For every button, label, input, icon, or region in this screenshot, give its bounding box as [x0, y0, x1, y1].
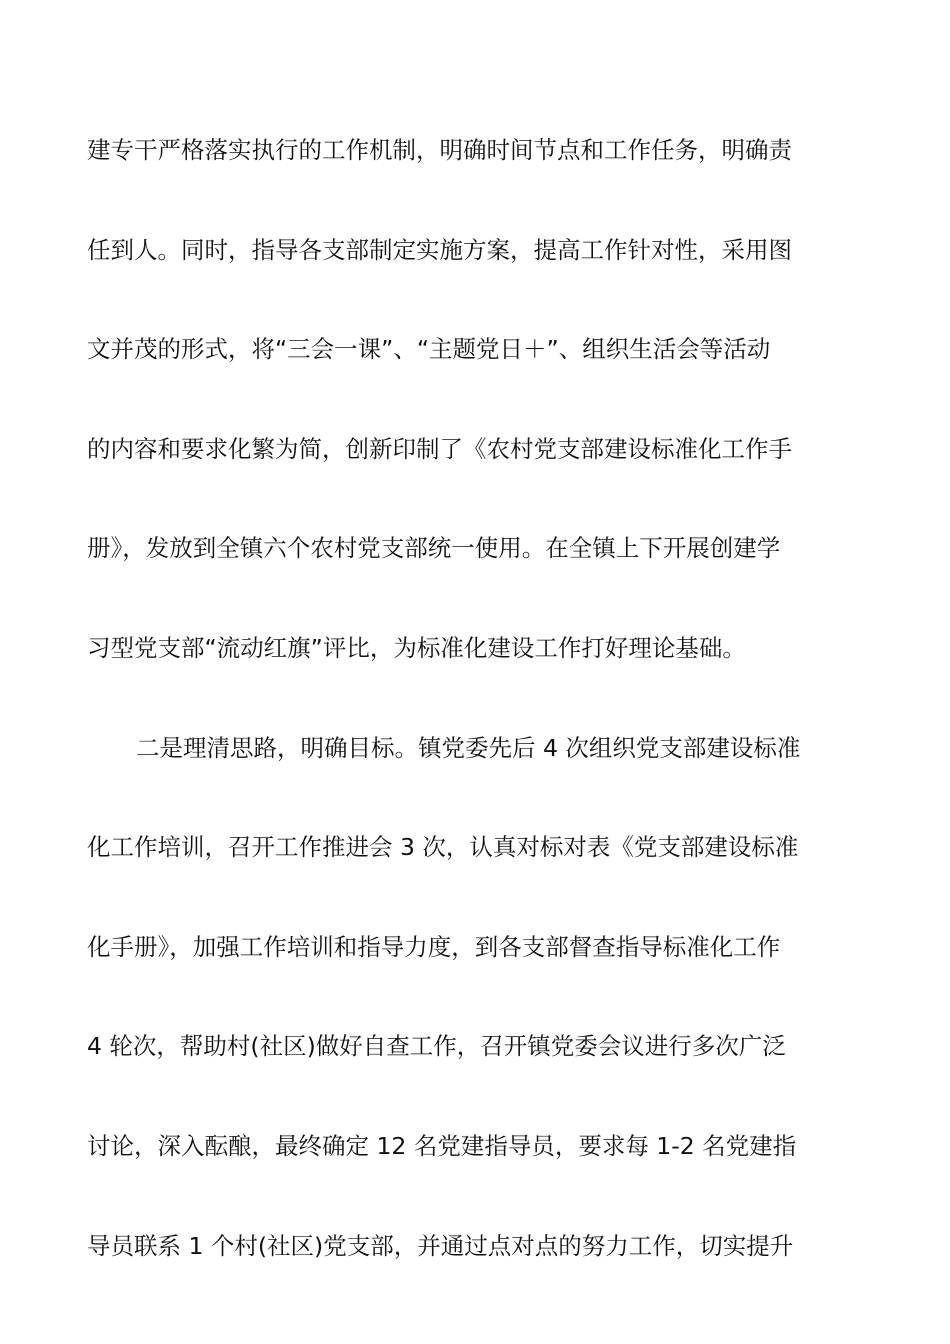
- text-line: 文并茂的形式，将“三会一课”、“主题党日＋”、组织生活会等活动: [87, 335, 771, 364]
- text-line: 导员联系 1 个村(社区)党支部，并通过点对点的努力工作，切实提升: [87, 1231, 794, 1260]
- text-line: 的内容和要求化繁为简，创新印制了《农村党支部建设标准化工作手: [87, 434, 792, 463]
- body-text: [87, 125, 867, 1320]
- text-line: 册》，发放到全镇六个农村党支部统一使用。在全镇上下开展创建学: [87, 534, 781, 563]
- text-line: 建专干严格落实执行的工作机制，明确时间节点和工作任务，明确责: [87, 136, 792, 164]
- text-line: 化工作培训，召开工作推进会 3 次，认真对标对表《党支部建设标准: [87, 833, 799, 862]
- text-line: 化手册》，加强工作培训和指导力度，到各支部督查指导标准化工作: [87, 932, 781, 961]
- paragraph-start-line: 二是理清思路，明确目标。镇党委先后 4 次组织党支部建设标准: [136, 733, 801, 762]
- text-line: 习型党支部“流动红旗”评比，为标准化建设工作打好理论基础。: [87, 633, 746, 662]
- text-line: 4 轮次，帮助村(社区)做好自查工作，召开镇党委会议进行多次广泛: [87, 1032, 786, 1061]
- text-line: 任到人。同时，指导各支部制定实施方案，提高工作针对性，采用图: [87, 235, 792, 264]
- text-line: 讨论，深入酝酿，最终确定 12 名党建指导员，要求每 1-2 名党建指: [87, 1131, 797, 1160]
